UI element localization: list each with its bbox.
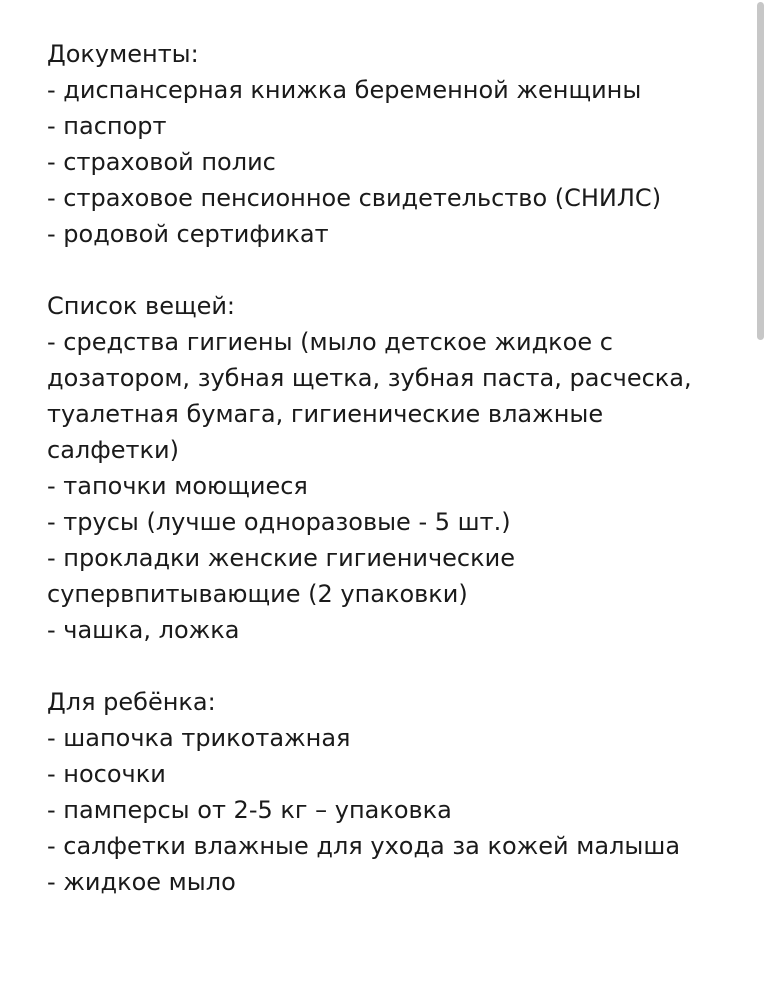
section-for-baby — [47, 684, 737, 900]
item-list — [47, 324, 737, 648]
list-item: - памперсы от 2-5 кг – упаковка — [47, 796, 452, 824]
list-item: - средства гигиены (мыло детское жидкое с дозатором, зубная щетка, зубная паста, расческа, туалетная бумага, гигиенические влажные салфетки) — [47, 328, 692, 464]
list-item: - салфетки влажные для ухода за кожей малыша — [47, 832, 681, 860]
item-list — [47, 720, 737, 900]
list-item: - шапочка трикотажная — [47, 724, 351, 752]
scrollbar[interactable] — [756, 0, 764, 1000]
list-item: - трусы (лучше одноразовые - 5 шт.) — [47, 508, 511, 536]
list-item: - тапочки моющиеся — [47, 472, 308, 500]
list-item: - диспансерная книжка беременной женщины — [47, 76, 642, 104]
list-item: - страховой полис — [47, 148, 276, 176]
section-title: Для ребёнка: — [47, 688, 216, 716]
list-item: - родовой сертификат — [47, 220, 329, 248]
list-item: - носочки — [47, 760, 166, 788]
scrollbar-thumb[interactable] — [757, 2, 764, 340]
list-item: - паспорт — [47, 112, 167, 140]
list-item: - прокладки женские гигиенические супервпитывающие (2 упаковки) — [47, 544, 515, 608]
section-title: Документы: — [47, 40, 199, 68]
list-item: - страховое пенсионное свидетельство (СНИЛС) — [47, 184, 662, 212]
section-documents — [47, 36, 737, 252]
list-item: - чашка, ложка — [47, 616, 240, 644]
item-list — [47, 72, 737, 252]
section-title: Список вещей: — [47, 292, 236, 320]
section-items-list — [47, 288, 737, 648]
document-body — [47, 36, 737, 900]
list-item: - жидкое мыло — [47, 868, 236, 896]
